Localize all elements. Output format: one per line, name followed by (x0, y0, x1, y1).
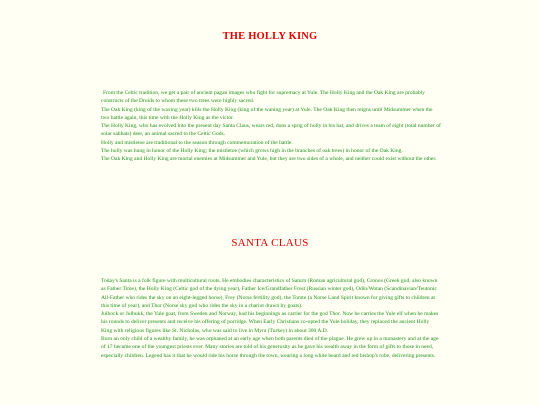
santa-claus-paragraph: Julbock or Julbukk, the Yule goat, from Sweden and Norway, had his beginnings as carrier for the god Thor. Now he carries the Yule elf when he makes his rounds to deliver presents and receive his offering of porridge. When Early Christians co-opted the Yule holiday, they replaced the ancient Holly King with religious figures like St. Nicholas, who was said to live in Myra (Turkey) in about 300 A.D. (101, 311, 439, 334)
santa-claus-section (101, 277, 441, 360)
santa-claus-paragraph: Born an only child of a wealthy family, he was orphaned at an early age when both parents died of the plague. He grew up in a monastery and at the age of 17 became one of the youngest priests ever. Many stories are told of his generosity as he gave his wealth away in the form of gifts to those in need, especially children. Legend has it that he would ride his horse through the town, wearing a long white beard and red bishop's robe, delivering presents. (101, 336, 439, 359)
holly-king-paragraph: From the Celtic tradition, we get a pair of ancient pagan images who fight for supremacy at Yule. The Holly King and the Oak King are probably constructs of the Druids to whom these two trees were highly sacred. (101, 90, 425, 105)
santa-claus-paragraph: Today's Santa is a folk figure with multicultural roots. He embodies characteristics of Saturn (Roman agricultural god), Cronos (Greek god, also known as Father Time), the Holly King (Celtic god of the dying year), Father Ice/Grandfather Frost (Russian winter god), Odin/Wotan (Scandinavian/Teutonic All-Father who rides the sky on an eight-legged horse), Frey (Norse fertility god), the Tomte (a Norse Land Spirit known for giving gifts to children at this time of year), and Thor (Norse sky god who rides the sky in a chariot drawn by goats). (101, 278, 438, 309)
holly-king-paragraph: The Oak King (king of the waxing year) kills the Holly King (king of the waning year) at Yule. The Oak King then reigns until Midsummer when the two battle again, this time with the Holly King as the victor. (101, 106, 433, 121)
santa-claus-title: SANTA CLAUS (231, 237, 309, 249)
holly-king-section (101, 89, 441, 164)
holly-king-paragraph: The holly was hung in honor of the Holly King; the mistletoe (which grows high in the branches of oak trees) in honor of the Oak King. (101, 148, 403, 155)
holly-king-title: THE HOLLY KING (222, 31, 318, 42)
holly-king-paragraph: The Holly King, who has evolved into the present day Santa Claus, wears red, dons a sprig of holly in his hat, and drives a team of eight (total number of solar sabbats) deer, an animal sacred to the Celtic Gods. (101, 123, 441, 138)
holly-king-paragraph: Holly and mistletoe are traditional to the season through commemoration of the battle. (101, 139, 293, 146)
holly-king-paragraph: The Oak King and Holly King are mortal enemies at Midsummer and Yule, but they are two sides of a whole, and neither could exist without the other. (101, 156, 437, 163)
